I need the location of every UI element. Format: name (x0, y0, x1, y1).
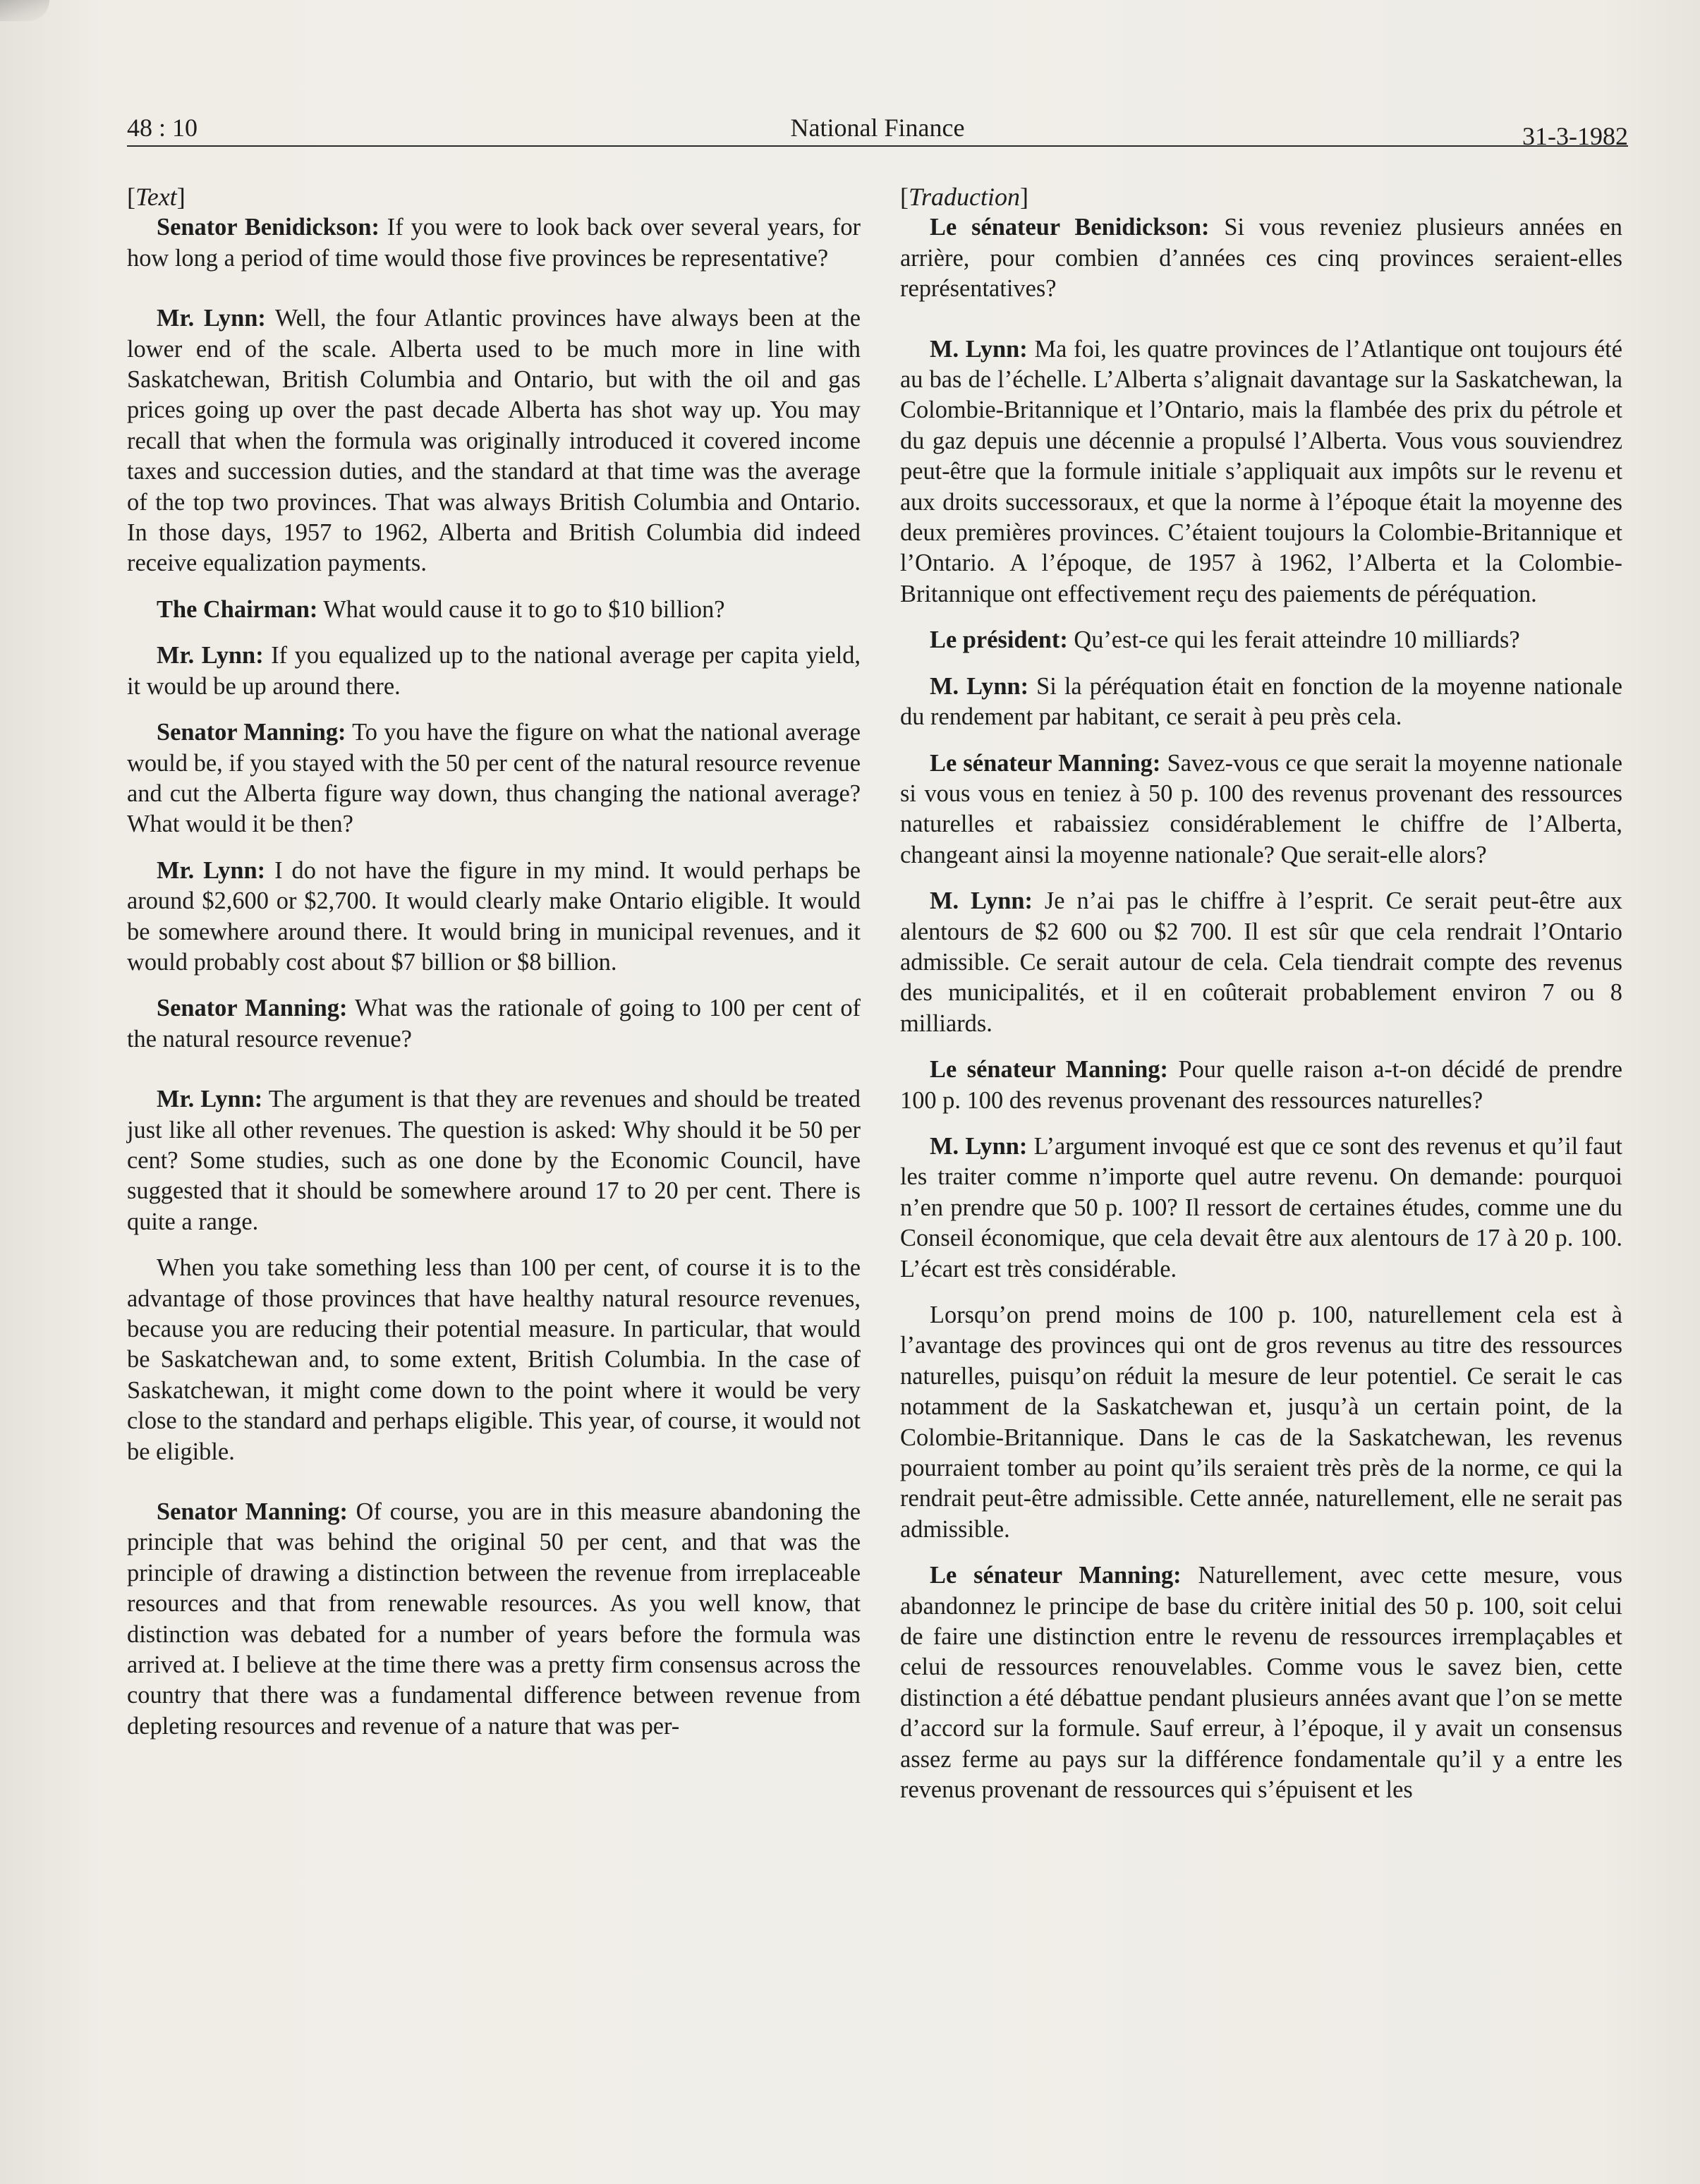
speaker-name: Mr. Lynn: (157, 642, 264, 669)
transcript-paragraph (900, 1560, 1622, 1805)
transcript-paragraph (127, 641, 861, 702)
speech-text: Naturellement, avec cette mesure, vous abandonnez le principe de base du critère initial des 50 p. 100, soit celui de faire une distinction entre le revenu de ressources irremplaçables et celui de ressources renouvelables. Comme vous le savez bien, cette distinction a été débattue pendant plusieurs années avant que l’on se mette d’accord sur la formule. Sauf erreur, à l’époque, il y avait un consensus assez ferme au pays sur la différence fondamentale qu’il y a entre les revenus provenant de ressources qui s’épuisent et les (900, 1562, 1622, 1804)
speaker-name: Le président: (930, 626, 1068, 654)
page-corner-fold (0, 0, 49, 21)
page-number: 48 : 10 (127, 114, 198, 142)
speech-text: Pour quelle raison a-t-on décidé de prendre 100 p. 100 des revenus provenant des ressources naturelles? (900, 1056, 1623, 1114)
speaker-name: Le sénateur Manning: (930, 749, 1161, 777)
transcript-paragraph (900, 334, 1622, 610)
transcript-paragraph (127, 1253, 861, 1467)
speaker-name: Senator Manning: (157, 1498, 348, 1526)
speaker-name: Le sénateur Benidickson: (930, 214, 1210, 241)
transcript-paragraph (900, 212, 1622, 304)
transcript-paragraph (127, 212, 861, 274)
transcript-paragraph (127, 993, 861, 1055)
speech-text: Savez-vous ce que serait la moyenne nationale si vous vous en teniez à 50 p. 100 des revenus provenant des ressources naturelles et rabaissiez considérablement le chiffre de l’Alberta, changeant ainsi la moyenne nationale? Que serait-elle alors? (900, 749, 1622, 868)
speaker-name: Senator Manning: (157, 719, 346, 746)
speaker-name: M. Lynn: (930, 335, 1028, 363)
transcript-paragraph (900, 1132, 1622, 1285)
speech-text: Je n’ai pas le chiffre à l’esprit. Ce serait peut-être aux alentours de $2 600 ou $2 700. Il est sûr que cela rendrait l’Ontario admissible. Ce serait autour de cela. Cela tiendrait compte des revenus des municipalités, et il en coûterait probablement environ 7 ou 8 milliards. (900, 887, 1622, 1037)
transcript-paragraph (127, 303, 861, 579)
speech-text: I do not have the figure in my mind. It would perhaps be around $2,600 or $2,700. It would clearly make Ontario eligible. It would be somewhere around there. It would bring in municipal revenues, and it would probably cost about $7 billion or $8 billion. (127, 856, 861, 976)
transcript-paragraph (900, 672, 1622, 733)
speech-text: If you equalized up to the national average per capita yield, it would be up around there. (127, 642, 861, 700)
page-date: 31-3-1982 (1522, 122, 1628, 150)
speech-text: What was the rationale of going to 100 per cent of the natural resource revenue? (127, 995, 861, 1052)
section-tag: [Traduction] (900, 183, 1029, 211)
transcript-paragraph (127, 1497, 861, 1742)
speech-text: When you take something less than 100 per cent, of course it is to the advantage of those provinces that have healthy natural resource revenues, because you are reducing their potential measure. In particular, that would be Saskatchewan and, to some extent, British Columbia. In the case of Saskatchewan, it might come down to the point where it would be very close to the standard and perhaps eligible. This year, of course, it would not be eligible. (127, 1254, 861, 1465)
speech-text: Si vous reveniez plusieurs années en arrière, pour combien d’années ces cinq provinces seraient-elles représentatives? (900, 214, 1622, 303)
french-column (900, 182, 1622, 1806)
speaker-name: Mr. Lynn: (157, 1086, 263, 1113)
speaker-name: The Chairman: (157, 595, 318, 623)
speech-text: L’argument invoqué est que ce sont des revenus et qu’il faut les traiter comme n’importe quel autre revenu. On demande: pourquoi n’en prendre que 50 p. 100? Il ressort de certaines études, comme une du Conseil économique, que cela devait être aux alentours de 17 à 20 p. 100. L’écart est très considérable. (900, 1132, 1622, 1282)
transcript-paragraph (127, 717, 861, 840)
speech-text: What would cause it to go to $10 billion? (317, 595, 725, 623)
speaker-name: Senator Benidickson: (157, 214, 380, 241)
speaker-name: Le sénateur Manning: (930, 1056, 1168, 1084)
transcript-paragraph (900, 748, 1622, 871)
transcript-paragraph (900, 1055, 1622, 1116)
transcript-paragraph (127, 856, 861, 978)
speech-text: To you have the figure on what the national average would be, if you stayed with the 50 per cent of the natural resource revenue and cut the Alberta figure way down, thus changing the national average? What would it be then? (127, 719, 861, 838)
transcript-paragraph (900, 886, 1622, 1039)
speaker-name: Mr. Lynn: (157, 305, 266, 332)
speaker-name: M. Lynn: (930, 672, 1029, 700)
speaker-name: M. Lynn: (930, 1132, 1028, 1160)
transcript-paragraph (127, 1084, 861, 1237)
speaker-name: Mr. Lynn: (157, 856, 266, 884)
speech-text: Si la péréquation était en fonction de la moyenne nationale du rendement par habitant, ce serait à peu près cela. (900, 672, 1622, 731)
speech-text: The argument is that they are revenues and should be treated just like all other revenues. The question is asked: Why should it be 50 per cent? Some studies, such as one done by the Economic Council, have suggested that it should be somewhere around 17 to 20 per cent. There is quite a range. (127, 1086, 861, 1235)
page-header (127, 106, 1628, 150)
english-column (127, 182, 861, 1742)
speech-text: If you were to look back over several years, for how long a period of time would those five provinces be representative? (127, 214, 861, 272)
speaker-name: Senator Manning: (157, 995, 348, 1022)
section-tag: [Text] (127, 183, 186, 211)
transcript-paragraph (900, 625, 1622, 655)
publication-title: National Finance (790, 114, 965, 142)
speech-text: Lorsqu’on prend moins de 100 p. 100, naturellement cela est à l’avantage des provinces qui ont de gros revenus au titre des ressources naturelles, puisqu’on réduit la mesure de leur potentiel. Ce serait le cas notamment de la Saskatchewan et, jusqu’à un certain point, de la Colombie-Britannique. Dans le cas de la Saskatchewan, les revenus pourraient tomber au point qu’ils seraient très près de la norme, ce qui la rendrait peut-être admissible. Cette année, naturellement, elle ne serait pas admissible. (900, 1302, 1622, 1543)
transcript-paragraph (900, 1300, 1622, 1545)
speech-text: Qu’est-ce qui les ferait atteindre 10 milliards? (1067, 626, 1520, 654)
speech-text: Ma foi, les quatre provinces de l’Atlantique ont toujours été au bas de l’échelle. L’Alberta s’alignait davantage sur la Saskatchewan, la Colombie-Britannique et l’Ontario, mais la flambée des prix du pétrole et du gaz depuis une décennie a propulsé l’Alberta. Vous vous souviendrez peut-être que la formule initiale s’appliquait aux impôts sur le revenu et aux droits successoraux, et que la norme à l’époque était la moyenne des deux premières provinces. C’étaient toujours la Colombie-Britannique et l’Ontario. A l’époque, de 1957 à 1962, l’Alberta et la Colombie-Britannique ont effectivement reçu des paiements de péréquation. (900, 335, 1622, 607)
speaker-name: M. Lynn: (930, 887, 1033, 915)
transcript-paragraph (127, 595, 861, 625)
speech-text: Of course, you are in this measure abandoning the principle that was behind the original 50 per cent, and that was the principle of drawing a distinction between the revenue from irreplaceable resources and that from renewable resources. As you well know, that distinction was debated for a number of years before the formula was arrived at. I believe at the time there was a pretty firm consensus across the country that there was a fundamental difference between revenue from depleting resources and revenue of a nature that was per- (127, 1498, 861, 1740)
speaker-name: Le sénateur Manning: (930, 1562, 1182, 1589)
speech-text: Well, the four Atlantic provinces have always been at the lower end of the scale. Alberta used to be much more in line with Saskatchewan, British Columbia and Ontario, but with the oil and gas prices going up over the past decade Alberta has shot way up. You may recall that when the formula was originally introduced it covered income taxes and succession duties, and the standard at that time was the average of the top two provinces. That was always British Columbia and Ontario. In those days, 1957 to 1962, Alberta and British Columbia did indeed receive equalization payments. (127, 305, 861, 577)
